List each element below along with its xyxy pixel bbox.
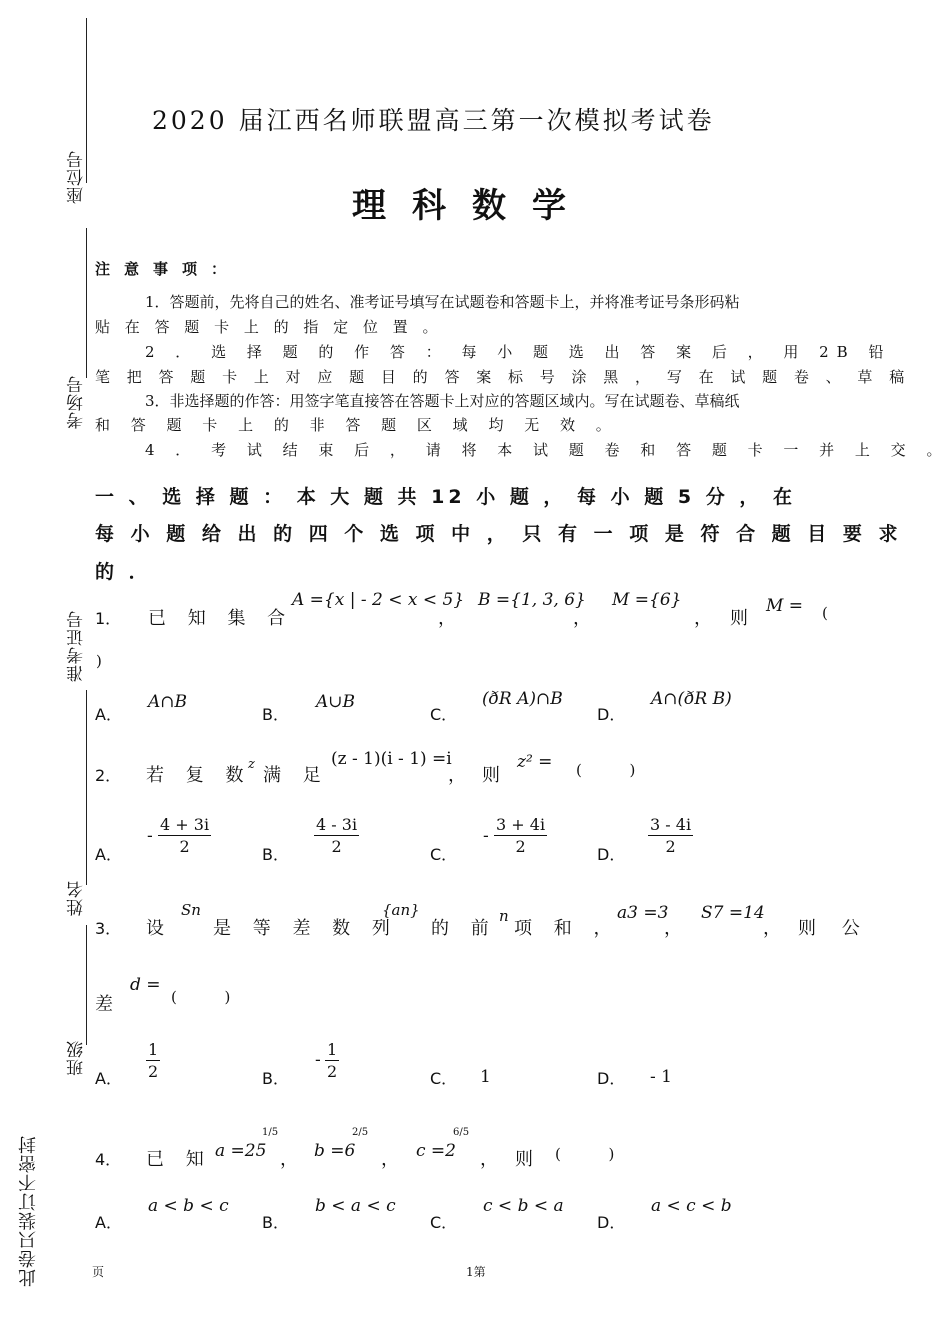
note-line-5: 3．非选择题的作答：用签字笔直接答在答题卡上对应的答题区域内。写在试题卷、草稿纸 bbox=[145, 392, 740, 410]
q2-option-c-numerator: 3 + 4i bbox=[496, 815, 546, 834]
q3-text-b: 是 等 差 数 列 bbox=[213, 918, 398, 939]
q4-text: 已 知 bbox=[146, 1149, 212, 1170]
q4-a-exponent: 1/5 bbox=[262, 1127, 279, 1138]
seal-text: 此卷只装订不密封 bbox=[18, 1135, 39, 1287]
footer-page-number: 1第 bbox=[466, 1265, 486, 1279]
q4-separator-3: ， bbox=[480, 1149, 498, 1170]
q3-option-b-label[interactable]: B． bbox=[262, 1069, 289, 1088]
q3-number: 3． bbox=[95, 919, 122, 938]
q4-separator-1: ， bbox=[280, 1149, 298, 1170]
seat-number-label: 座位号 bbox=[67, 150, 87, 204]
section-heading-line-1: 一 、 选 择 题 ： 本 大 题 共 12 小 题 ， 每 小 题 5 分 ， 在 bbox=[95, 486, 796, 508]
q1-option-d-value: A∩(ðR B) bbox=[651, 689, 732, 709]
q4-separator-2: ， bbox=[381, 1149, 399, 1170]
q2-option-b-fraction bbox=[314, 815, 359, 856]
q2-option-b-numerator: 4 - 3i bbox=[316, 815, 358, 834]
q2-option-b-denominator: 2 bbox=[331, 837, 342, 856]
q2-option-a-sign: - bbox=[147, 826, 153, 846]
binding-line-middle bbox=[86, 690, 87, 885]
q4-option-d-value: a < c < b bbox=[651, 1196, 732, 1216]
q2-option-a-denominator: 2 bbox=[179, 837, 190, 856]
q3-option-c-label[interactable]: C． bbox=[430, 1069, 458, 1088]
q3-option-d-value: - 1 bbox=[650, 1067, 672, 1087]
q4-c-exponent: 6/5 bbox=[453, 1127, 470, 1138]
q3-text-c: 的 前 bbox=[431, 918, 497, 939]
section-heading-line-3: 的 ． bbox=[95, 561, 152, 583]
q3-sn: Sn bbox=[181, 901, 201, 919]
notes-heading: 注意事项： bbox=[95, 260, 241, 278]
q3-option-b-numerator: 1 bbox=[327, 1040, 338, 1059]
q1-option-a-value: A∩B bbox=[148, 692, 188, 712]
q3-n: n bbox=[499, 907, 509, 925]
q1-ask: M = bbox=[766, 596, 804, 616]
q2-ask: z² = bbox=[517, 752, 553, 772]
name-label: 姓名 bbox=[67, 880, 87, 916]
class-label: 班级 bbox=[67, 1040, 87, 1076]
q1-set-b: B ={1, 3, 6} bbox=[478, 590, 586, 610]
q4-option-b-value: b < a < c bbox=[315, 1196, 396, 1216]
q3-paren: ( ) bbox=[171, 988, 231, 1006]
q4-option-b-label[interactable]: B． bbox=[262, 1213, 289, 1232]
q1-then: 则 bbox=[730, 608, 748, 629]
q2-option-d-denominator: 2 bbox=[665, 837, 676, 856]
binding-line-upper bbox=[86, 228, 87, 378]
note-line-1: 1．答题前，先将自己的姓名、准考证号填写在试题卷和答题卡上，并将准考证号条形码粘 bbox=[145, 293, 740, 311]
q3-tail: 则 公 bbox=[798, 918, 870, 939]
note-line-6: 和 答 题 卡 上 的 非 答 题 区 域 均 无 效 。 bbox=[95, 416, 619, 434]
binding-line-lower bbox=[86, 925, 87, 1045]
q1-set-m: M ={6} bbox=[612, 590, 682, 610]
note-line-2: 贴 在 答 题 卡 上 的 指 定 位 置 。 bbox=[95, 318, 443, 336]
q4-b-exponent: 2/5 bbox=[352, 1127, 369, 1138]
q2-option-c-label[interactable]: C． bbox=[430, 845, 458, 864]
q1-separator-3: ， bbox=[694, 608, 712, 629]
q3-option-a-numerator: 1 bbox=[148, 1040, 159, 1059]
q3-s7: S7 =14 bbox=[701, 903, 765, 923]
q1-option-c-label[interactable]: C． bbox=[430, 705, 458, 724]
q2-condition: (z - 1)(i - 1) =i bbox=[331, 749, 452, 769]
q4-option-d-label[interactable]: D． bbox=[597, 1213, 626, 1232]
q2-separator: ， bbox=[448, 765, 466, 786]
q3-ask: d = bbox=[130, 975, 161, 995]
q1-option-b-value: A∪B bbox=[316, 692, 356, 712]
q3-separator-1: ， bbox=[664, 918, 682, 939]
q1-paren-close: ) bbox=[96, 652, 102, 670]
footer-left: 页 bbox=[92, 1265, 105, 1279]
note-line-4: 笔 把 答 题 卡 上 对 应 题 目 的 答 案 标 号 涂 黑 ， 写 在 试 题 卷 、 草 稿 bbox=[95, 368, 911, 386]
q2-number: 2． bbox=[95, 766, 122, 785]
q2-option-d-label[interactable]: D． bbox=[597, 845, 626, 864]
q4-option-c-label[interactable]: C． bbox=[430, 1213, 458, 1232]
q3-separator-2: ， bbox=[763, 918, 781, 939]
q2-option-a-numerator: 4 + 3i bbox=[160, 815, 210, 834]
q1-separator-1: ， bbox=[438, 608, 456, 629]
q3-line2: 差 bbox=[95, 994, 113, 1015]
note-line-7: 4 ． 考 试 结 束 后 ， 请 将 本 试 题 卷 和 答 题 卡 一 并 上 交 。 bbox=[145, 441, 950, 459]
q1-text: 已 知 集 合 bbox=[148, 608, 294, 629]
q3-option-d-label[interactable]: D． bbox=[597, 1069, 626, 1088]
q3-option-b-denominator: 2 bbox=[327, 1062, 338, 1081]
q2-option-d-numerator: 3 - 4i bbox=[650, 815, 692, 834]
admission-number-label: 准考证号 bbox=[67, 610, 87, 682]
q3-option-c-value: 1 bbox=[480, 1067, 491, 1087]
q2-option-c-denominator: 2 bbox=[515, 837, 526, 856]
q2-paren: ( ) bbox=[576, 761, 636, 779]
note-line-3: 2 ． 选 择 题 的 作 答 ： 每 小 题 选 出 答 案 后 ， 用 2B 铅 bbox=[145, 343, 892, 361]
q1-set-a: A ={x | - 2 < x < 5} bbox=[292, 590, 465, 610]
exam-room-label: 考场号 bbox=[67, 375, 87, 429]
q3-an: {an} bbox=[382, 901, 420, 919]
q2-option-c-sign: - bbox=[483, 826, 489, 846]
q3-option-b-sign: - bbox=[315, 1050, 321, 1070]
q2-then: 则 bbox=[482, 765, 500, 786]
q3-option-a-fraction bbox=[146, 1040, 160, 1081]
subject-title: 理科数学 bbox=[352, 186, 592, 226]
q3-option-a-denominator: 2 bbox=[148, 1062, 159, 1081]
q2-text-a: 若 复 数 bbox=[146, 765, 252, 786]
q1-option-d-label[interactable]: D． bbox=[597, 705, 626, 724]
q1-option-c-value: (ðR A)∩B bbox=[482, 689, 563, 709]
q3-a3: a3 =3 bbox=[617, 903, 669, 923]
q4-number: 4． bbox=[95, 1150, 122, 1169]
q3-text-d: 项 和 ， bbox=[514, 918, 620, 939]
q4-then: 则 bbox=[515, 1149, 533, 1170]
section-heading-line-2: 每 小 题 给 出 的 四 个 选 项 中 ， 只 有 一 项 是 符 合 题 目 要 求 bbox=[95, 523, 903, 545]
q4-paren: ( ) bbox=[555, 1145, 615, 1163]
q1-separator-2: ， bbox=[573, 608, 591, 629]
q3-option-a-label[interactable]: A． bbox=[95, 1069, 122, 1088]
q2-option-a-label[interactable]: A． bbox=[95, 845, 122, 864]
q4-c-base: c =2 bbox=[416, 1141, 456, 1161]
q4-option-c-value: c < b < a bbox=[483, 1196, 564, 1216]
q1-option-a-label[interactable]: A． bbox=[95, 705, 122, 724]
q2-option-c-fraction bbox=[494, 815, 547, 856]
q2-option-d-fraction bbox=[648, 815, 693, 856]
q4-option-a-value: a < b < c bbox=[148, 1196, 229, 1216]
q2-option-b-label[interactable]: B． bbox=[262, 845, 289, 864]
q1-number: 1． bbox=[95, 609, 122, 628]
q4-option-a-label[interactable]: A． bbox=[95, 1213, 122, 1232]
q4-b-base: b =6 bbox=[314, 1141, 356, 1161]
q2-text-b: 满 足 bbox=[263, 765, 329, 786]
q2-variable: z bbox=[248, 757, 255, 772]
q4-a-base: a =25 bbox=[215, 1141, 267, 1161]
q1-option-b-label[interactable]: B． bbox=[262, 705, 289, 724]
exam-title: 2020 届江西名师联盟高三第一次模拟考试卷 bbox=[152, 106, 715, 135]
q3-option-b-fraction bbox=[325, 1040, 339, 1081]
q3-text-a: 设 bbox=[146, 918, 164, 939]
q1-paren-open: ( bbox=[822, 604, 828, 622]
q2-option-a-fraction bbox=[158, 815, 211, 856]
